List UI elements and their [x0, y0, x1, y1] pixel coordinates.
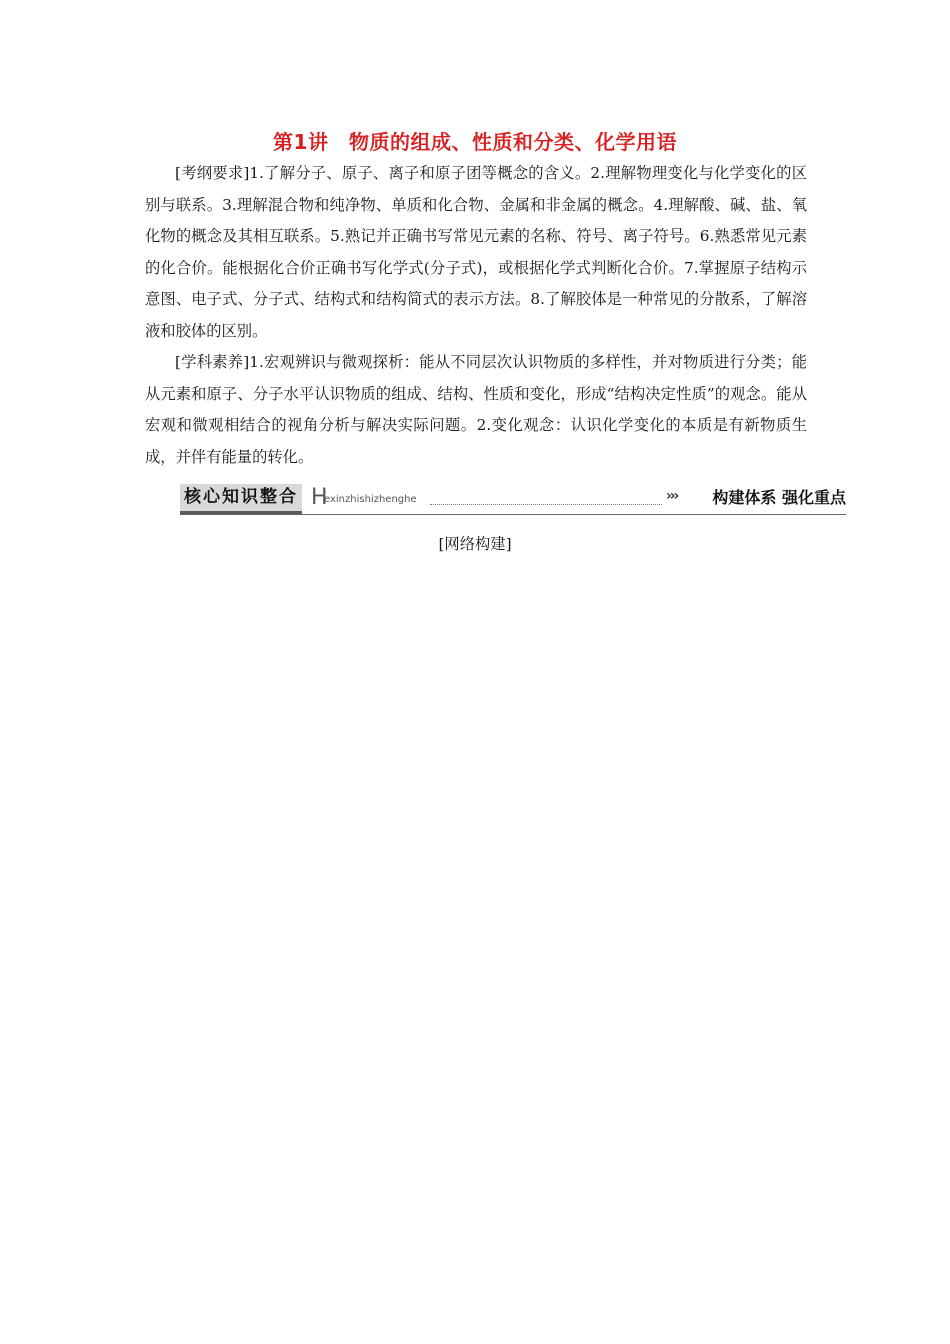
subject-literacy: [学科素养]1.宏观辨识与微观探析：能从不同层次认识物质的多样性，并对物质进行分类；能从元素和原子、分子水平认识物质的组成、结构、性质和变化，形成“结构决定性质”的观念。能从宏观和微观相结合的视角分析与解决实际问题。2.变化观念：认识化学变化的本质是有新物质生成，并伴有能量的转化。 [145, 353, 807, 466]
banner-dotted-line [430, 504, 662, 505]
banner-initial: H [311, 485, 328, 510]
banner-slogan: 构建体系 强化重点 [712, 488, 846, 507]
exam-requirements: [考纲要求]1.了解分子、原子、离子和原子团等概念的含义。2.理解物理变化与化学变化的区别与联系。3.理解混合物和纯净物、单质和化合物、金属和非金属的概念。4.理解酸、碱、盐、氧化物的概念及其相互联系。5.熟记并正确书写常见元素的名称、符号、离子符号。6.熟悉常见元素的化合价。能根据化合价正确书写化学式(分子式)，或根据化学式判断化合价。7.掌握原子结构示意图、电子式、分子式、结构式和结构简式的表示方法。8.了解胶体是一种常见的分散系，了解溶液和胶体的区别。 [145, 164, 807, 340]
banner-pinyin: exinzhishizhenghe [324, 494, 417, 505]
chevrons-icon: ››› [666, 488, 678, 504]
banner-rule [180, 514, 846, 515]
page-title: 第1讲 物质的组成、性质和分类、化学用语 [273, 130, 677, 154]
banner-label: 核心知识整合 [180, 484, 302, 514]
section-heading: [网络构建] [438, 535, 512, 553]
section-banner [180, 484, 846, 516]
